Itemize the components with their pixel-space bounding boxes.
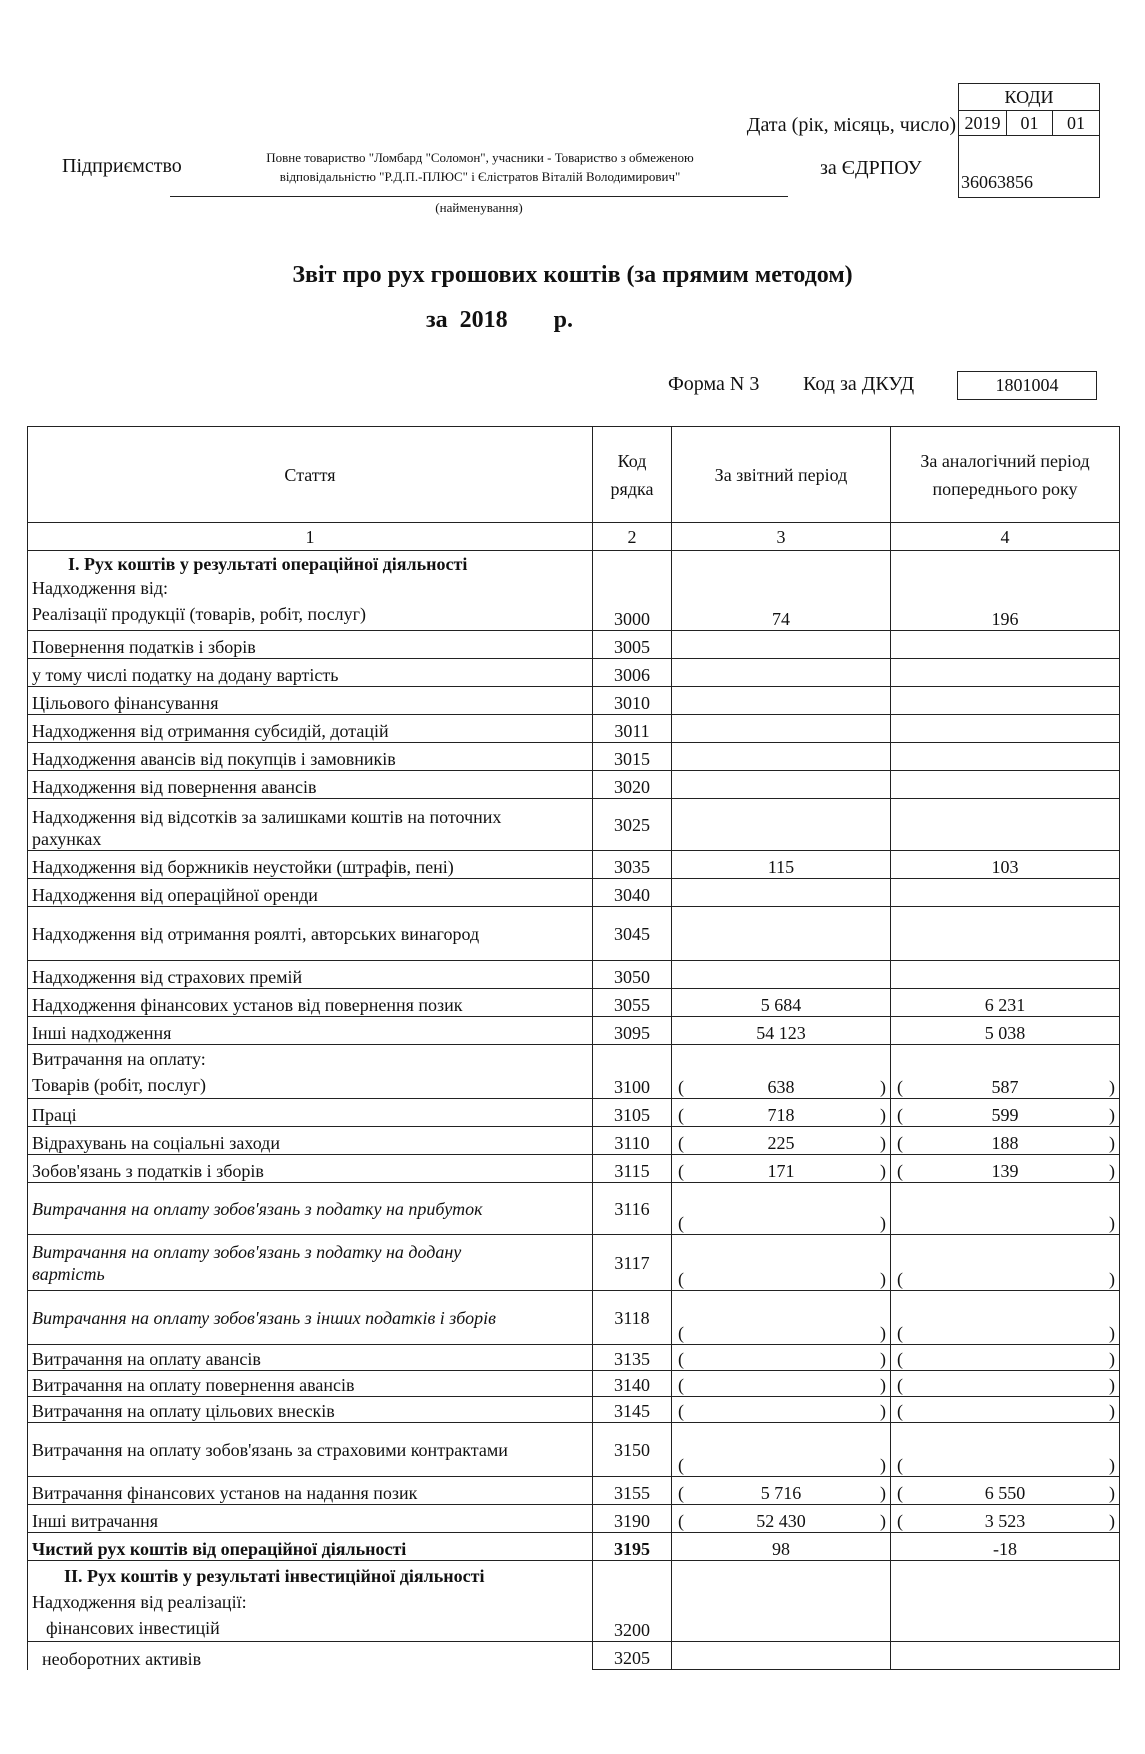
row-previous (891, 715, 1120, 743)
row-current: ( ) (672, 1235, 891, 1291)
row-previous: ) (891, 1183, 1120, 1235)
table-row (28, 961, 1120, 989)
col-number-1: 1 (28, 523, 593, 551)
row-current: 98 (672, 1533, 891, 1561)
date-label: Дата (рік, місяць, число) (746, 114, 956, 136)
row-previous: ( 188 ) (891, 1127, 1120, 1155)
spending-on-label: Витрачання на оплату: (32, 1049, 206, 1069)
row-current-value: 52 430 (756, 1511, 806, 1531)
row-label: Надходження авансів від покупців і замовників (28, 743, 593, 771)
row-current: ( ) (672, 1291, 891, 1345)
row-current: ( ) (672, 1397, 891, 1423)
row-previous (891, 879, 1120, 907)
table-row (28, 1371, 1120, 1397)
table-header-row (28, 427, 1120, 523)
row-previous-value: 6 550 (984, 1483, 1026, 1503)
table-row (28, 771, 1120, 799)
row-current-value: 5 716 (760, 1483, 802, 1503)
table-row (28, 989, 1120, 1017)
report-period (426, 307, 573, 334)
row-label: Товарів (робіт, послуг) (32, 1075, 206, 1095)
row-current: ( 171 ) (672, 1155, 891, 1183)
row-code: 3190 (593, 1505, 672, 1533)
section1-cell (28, 551, 593, 631)
row-previous: 5 038 (891, 1017, 1120, 1045)
section2-cell (28, 1561, 593, 1642)
table-row (28, 907, 1120, 961)
row-label: Інші надходження (28, 1017, 593, 1045)
row-previous-value: 599 (991, 1105, 1019, 1125)
table-row (28, 1505, 1120, 1533)
row-code: 3105 (593, 1099, 672, 1127)
row-label: Повернення податків і зборів (28, 631, 593, 659)
header-current: За звітний період (672, 427, 891, 523)
form-label: Форма N 3 (668, 373, 760, 395)
table-row (28, 743, 1120, 771)
row-code: 3155 (593, 1477, 672, 1505)
table-row (28, 1345, 1120, 1371)
row-label: Інші витрачання (28, 1505, 593, 1533)
row-current: ( 225 ) (672, 1127, 891, 1155)
row-code: 3011 (593, 715, 672, 743)
row-code: 3055 (593, 989, 672, 1017)
row-code: 3205 (593, 1642, 672, 1670)
row-code: 3140 (593, 1371, 672, 1397)
row-current: ( ) (672, 1345, 891, 1371)
row-label: Витрачання на оплату повернення авансів (28, 1371, 593, 1397)
row-code: 3000 (593, 551, 672, 631)
row-previous: -18 (891, 1533, 1120, 1561)
col-number-2: 2 (593, 523, 672, 551)
row-code: 3050 (593, 961, 672, 989)
row-label: у тому числі податку на додану вартість (28, 659, 593, 687)
period-year: 2018 (459, 307, 508, 333)
row-label: Витрачання на оплату авансів (28, 1345, 593, 1371)
table-row (28, 1155, 1120, 1183)
row-label: Витрачання фінансових установ на надання позик (28, 1477, 593, 1505)
row-current (672, 1561, 891, 1642)
row-current: ( 638 ) (672, 1045, 891, 1099)
codes-label: КОДИ (959, 84, 1099, 111)
table-row (28, 1642, 1120, 1670)
row-previous (891, 687, 1120, 715)
row-code: 3010 (593, 687, 672, 715)
row-current (672, 687, 891, 715)
row-current (672, 1642, 891, 1670)
row-previous: ( 6 550 ) (891, 1477, 1120, 1505)
row-previous (891, 631, 1120, 659)
row-previous: ( ) (891, 1423, 1120, 1477)
row-current: 5 684 (672, 989, 891, 1017)
row-previous (891, 771, 1120, 799)
row-previous: ( ) (891, 1235, 1120, 1291)
header-previous (891, 427, 1120, 523)
section1-title: І. Рух коштів у результаті операційної діяльності (68, 554, 468, 574)
row-label: Надходження від отримання субсидій, дотацій (28, 715, 593, 743)
row-code: 3025 (593, 799, 672, 851)
table-row (28, 1397, 1120, 1423)
row-label: Зобов'язань з податків і зборів (28, 1155, 593, 1183)
row-previous-value: 188 (991, 1133, 1019, 1153)
row-previous-value: 139 (991, 1161, 1019, 1181)
enterprise-name (170, 148, 790, 186)
table-row (28, 659, 1120, 687)
row-previous: ( 599 ) (891, 1099, 1120, 1127)
row-code: 3145 (593, 1397, 672, 1423)
row-current (672, 907, 891, 961)
row-code: 3095 (593, 1017, 672, 1045)
row-label: Цільового фінансування (28, 687, 593, 715)
row-code: 3040 (593, 879, 672, 907)
table-row (28, 1183, 1120, 1235)
row-current: ( 718 ) (672, 1099, 891, 1127)
row-previous: 196 (891, 551, 1120, 631)
receipts-from-label: Надходження від: (32, 578, 168, 598)
row-current (672, 715, 891, 743)
row-label: необоротних активів (28, 1642, 593, 1670)
table-row (28, 1477, 1120, 1505)
row-previous-value: 587 (991, 1077, 1019, 1097)
row-previous: ( 3 523 ) (891, 1505, 1120, 1533)
row-code: 3118 (593, 1291, 672, 1345)
row-label: Відрахувань на соціальні заходи (28, 1127, 593, 1155)
row-code: 3045 (593, 907, 672, 961)
header-article: Стаття (28, 427, 593, 523)
row-current-value: 638 (767, 1077, 795, 1097)
row-current (672, 631, 891, 659)
period-suffix: р. (553, 307, 574, 333)
enterprise-name-line2: відповідальністю "Р.Д.П.-ПЛЮС" і Єлістратов Віталій Володимирович" (279, 169, 681, 184)
row-label: Праці (28, 1099, 593, 1127)
row-label: Надходження від відсотків за залишками коштів на поточних рахунках (28, 799, 593, 851)
row-previous-value: 3 523 (984, 1511, 1026, 1531)
date-month: 01 (1007, 111, 1053, 136)
row-current: 115 (672, 851, 891, 879)
row-previous: ( ) (891, 1397, 1120, 1423)
row-code: 3015 (593, 743, 672, 771)
row-previous: 6 231 (891, 989, 1120, 1017)
row-previous: 103 (891, 851, 1120, 879)
row-code: 3115 (593, 1155, 672, 1183)
row-label: Надходження від отримання роялті, авторських винагород (28, 907, 593, 961)
date-year: 2019 (959, 111, 1007, 136)
row-code: 3020 (593, 771, 672, 799)
table-row (28, 631, 1120, 659)
row-current (672, 799, 891, 851)
table-row (28, 851, 1120, 879)
edrpou-code: 36063856 (961, 172, 1033, 192)
row-label: фінансових інвестицій (46, 1618, 220, 1638)
row-code: 3005 (593, 631, 672, 659)
row-current: ( ) (672, 1371, 891, 1397)
row-previous (891, 659, 1120, 687)
row-current (672, 743, 891, 771)
dkud-label: Код за ДКУД (803, 373, 915, 395)
table-row (28, 551, 1120, 631)
table-row (28, 1561, 1120, 1642)
name-caption: (найменування) (435, 200, 523, 215)
row-current: ( ) (672, 1183, 891, 1235)
row-code: 3110 (593, 1127, 672, 1155)
row-current (672, 879, 891, 907)
row-code: 3200 (593, 1561, 672, 1642)
column-number-row (28, 523, 1120, 551)
table-row (28, 1423, 1120, 1477)
table-row (28, 1017, 1120, 1045)
header-prev-line2: попереднього року (932, 478, 1078, 499)
row-previous: ( ) (891, 1345, 1120, 1371)
row-code: 3116 (593, 1183, 672, 1235)
row-label: Витрачання на оплату зобов'язань з податку на додану вартість (28, 1235, 593, 1291)
row-previous (891, 907, 1120, 961)
col-number-3: 3 (672, 523, 891, 551)
row-label: Витрачання на оплату цільових внесків (28, 1397, 593, 1423)
row-code: 3100 (593, 1045, 672, 1099)
row-previous (891, 1561, 1120, 1642)
row-current: 54 123 (672, 1017, 891, 1045)
row-previous: ( 587 ) (891, 1045, 1120, 1099)
row-code: 3006 (593, 659, 672, 687)
col-number-4: 4 (891, 523, 1120, 551)
codes-box (958, 83, 1100, 198)
row-code: 3035 (593, 851, 672, 879)
spending-cell (28, 1045, 593, 1099)
header-code-line1: Код (617, 450, 647, 471)
table-row (28, 1045, 1120, 1099)
row-previous (891, 743, 1120, 771)
row-current-value: 171 (767, 1161, 795, 1181)
row-label: Витрачання на оплату зобов'язань з податку на прибуток (28, 1183, 593, 1235)
row-label: Реалізації продукції (товарів, робіт, послуг) (32, 604, 366, 624)
row-current (672, 771, 891, 799)
row-label: Надходження фінансових установ від повернення позик (28, 989, 593, 1017)
report-title: Звіт про рух грошових коштів (за прямим методом) (292, 262, 853, 288)
table-row (28, 879, 1120, 907)
row-previous (891, 799, 1120, 851)
header-code (593, 427, 672, 523)
table-row (28, 715, 1120, 743)
enterprise-name-line1: Повне товариство "Ломбард "Соломон", учасники - Товариство з обмеженою (266, 150, 694, 165)
header-code-line2: рядка (610, 478, 654, 499)
row-current: ( 52 430 ) (672, 1505, 891, 1533)
row-previous (891, 961, 1120, 989)
table-row (28, 1235, 1120, 1291)
row-previous: ( ) (891, 1291, 1120, 1345)
net-operating-row (28, 1533, 1120, 1561)
row-label: Надходження від боржників неустойки (штрафів, пені) (28, 851, 593, 879)
row-current (672, 659, 891, 687)
enterprise-underline (170, 196, 788, 197)
row-code: 3117 (593, 1235, 672, 1291)
period-prefix: за (426, 307, 448, 333)
row-label: Витрачання на оплату зобов'язань за страховими контрактами (28, 1423, 593, 1477)
section2-title: ІІ. Рух коштів у результаті інвестиційної діяльності (64, 1566, 485, 1586)
row-previous: ( 139 ) (891, 1155, 1120, 1183)
row-label: Витрачання на оплату зобов'язань з інших податків і зборів (28, 1291, 593, 1345)
table-row (28, 1291, 1120, 1345)
edrpou-label: за ЄДРПОУ (820, 157, 922, 179)
row-previous: ( ) (891, 1371, 1120, 1397)
enterprise-label: Підприємство (62, 155, 182, 177)
row-current (672, 961, 891, 989)
row-label: Надходження від повернення авансів (28, 771, 593, 799)
row-current-value: 718 (767, 1105, 795, 1125)
row-current: ( 5 716 ) (672, 1477, 891, 1505)
row-current-value: 225 (767, 1133, 795, 1153)
header-prev-line1: За аналогічний період (920, 450, 1090, 471)
table-row (28, 799, 1120, 851)
table-row (28, 1099, 1120, 1127)
dkud-code: 1801004 (957, 371, 1097, 400)
table-row (28, 687, 1120, 715)
row-code: 3135 (593, 1345, 672, 1371)
cashflow-table (27, 426, 1120, 1670)
row-current: ( ) (672, 1423, 891, 1477)
row-previous (891, 1642, 1120, 1670)
row-label: Чистий рух коштів від операційної діяльності (28, 1533, 593, 1561)
table-row (28, 1127, 1120, 1155)
date-day: 01 (1053, 111, 1099, 136)
row-current: 74 (672, 551, 891, 631)
receipts-from-sale-label: Надходження від реалізації: (32, 1592, 247, 1612)
row-code: 3195 (593, 1533, 672, 1561)
row-code: 3150 (593, 1423, 672, 1477)
row-label: Надходження від операційної оренди (28, 879, 593, 907)
row-label: Надходження від страхових премій (28, 961, 593, 989)
